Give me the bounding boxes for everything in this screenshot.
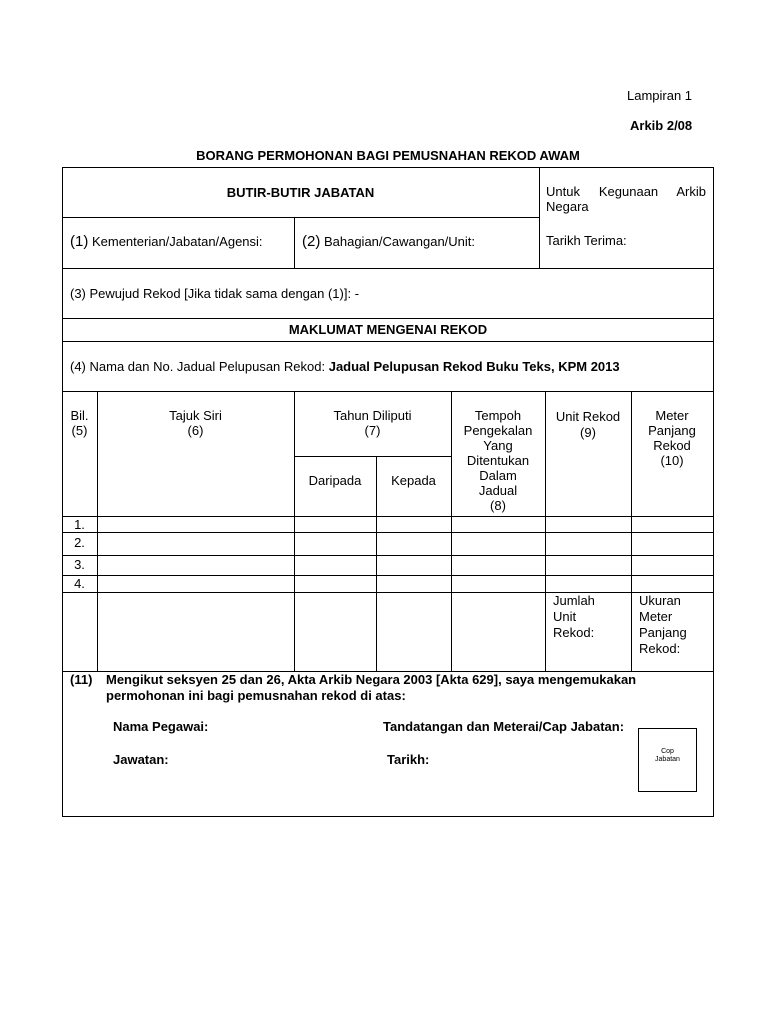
total-meter-line: Rekod: <box>639 641 681 656</box>
meter-line: Panjang <box>648 423 696 438</box>
column-header-record-units <box>545 409 631 441</box>
retention-line: Dalam <box>479 468 517 483</box>
table-border-left <box>62 167 63 817</box>
column-header-units-number: (9) <box>580 425 596 440</box>
column-header-meter-length <box>631 408 713 468</box>
table-border-right <box>713 167 714 817</box>
column-header-bil-number: (5) <box>71 423 88 438</box>
total-units-line: Rekod: <box>553 625 595 640</box>
date-field[interactable]: Tarikh: <box>387 752 430 767</box>
total-units-line: Jumlah <box>553 593 595 608</box>
column-header-retention <box>451 408 545 513</box>
rule <box>62 516 714 517</box>
received-date-field[interactable]: Tarikh Terima: <box>546 233 627 248</box>
row-number: 2. <box>74 535 85 550</box>
rule <box>62 217 539 218</box>
rule <box>294 456 451 457</box>
rule <box>62 575 714 576</box>
meter-line: (10) <box>660 453 684 468</box>
column-header-years-number: (7) <box>364 423 381 438</box>
division-number: (2) <box>302 233 321 250</box>
schedule-label: (4) Nama dan No. Jadual Pelupusan Rekod: <box>70 359 326 374</box>
total-units-line: Unit <box>553 609 577 624</box>
rule <box>62 318 714 319</box>
retention-line: Yang <box>483 438 513 453</box>
rule <box>62 391 714 392</box>
appendix-label: Lampiran 1 <box>627 88 693 103</box>
column-header-to: Kepada <box>391 473 436 488</box>
table-border-top <box>62 167 714 168</box>
form-title: BORANG PERMOHONAN BAGI PEMUSNAHAN REKOD AWAM <box>196 148 580 163</box>
rule <box>62 592 714 593</box>
official-use-label: Untuk Kegunaan Arkib Negara <box>546 184 706 214</box>
total-meter-line: Ukuran <box>639 593 681 608</box>
column-header-series-title <box>97 408 294 438</box>
rule <box>539 167 540 268</box>
row-number: 1. <box>74 517 85 532</box>
rule <box>376 456 377 671</box>
column-header-series-label: Tajuk Siri <box>169 408 222 423</box>
total-units-label <box>553 593 595 641</box>
retention-line: Jadual <box>478 483 518 498</box>
declaration-line-2: permohonan ini bagi pemusnahan rekod di atas: <box>106 688 406 703</box>
column-header-years <box>294 408 451 438</box>
total-meter-line: Panjang <box>639 625 687 640</box>
retention-line: Pengekalan <box>463 423 533 438</box>
stamp-label-line: Cop <box>661 748 674 755</box>
ministry-number: (1) <box>70 233 89 250</box>
division-label: Bahagian/Cawangan/Unit: <box>323 234 476 249</box>
row-number: 3. <box>74 557 85 572</box>
rule <box>62 268 714 269</box>
reference-number: Arkib 2/08 <box>630 118 693 133</box>
rule <box>62 341 714 342</box>
officer-name-field[interactable]: Nama Pegawai: <box>113 719 209 734</box>
column-header-bil-label: Bil. <box>70 408 89 423</box>
column-header-from: Daripada <box>308 473 362 488</box>
record-info-heading: MAKLUMAT MENGENAI REKOD <box>288 322 488 337</box>
column-header-units-label: Unit Rekod <box>555 409 621 424</box>
total-meter-line: Meter <box>639 609 673 624</box>
rule <box>62 555 714 556</box>
rule <box>62 532 714 533</box>
column-header-years-label: Tahun Diliputi <box>333 408 412 423</box>
meter-line: Meter <box>655 408 689 423</box>
stamp-label-line: Jabatan <box>655 756 680 763</box>
ministry-field[interactable] <box>70 234 263 249</box>
department-stamp-box <box>638 728 697 792</box>
record-creator-field[interactable]: (3) Pewujud Rekod [Jika tidak sama dengan (1)]: - <box>70 286 360 301</box>
retention-line: (8) <box>490 498 506 513</box>
retention-line: Ditentukan <box>466 453 530 468</box>
total-meter-label <box>639 593 687 657</box>
schedule-value: Jadual Pelupusan Rekod Buku Teks, KPM 2013 <box>328 359 620 374</box>
declaration-line-1: Mengikut seksyen 25 dan 26, Akta Arkib Negara 2003 [Akta 629], saya mengemukakan <box>106 672 637 687</box>
rule <box>294 217 295 268</box>
column-header-series-number: (6) <box>187 423 204 438</box>
position-field[interactable]: Jawatan: <box>113 752 169 767</box>
row-number: 4. <box>74 576 85 591</box>
declaration-number: (11) <box>70 672 93 687</box>
column-header-bil <box>62 408 97 438</box>
signature-field[interactable]: Tandatangan dan Meterai/Cap Jabatan: <box>383 719 625 734</box>
meter-line: Rekod <box>653 438 691 453</box>
schedule-field[interactable] <box>70 359 620 374</box>
department-details-heading: BUTIR-BUTIR JABATAN <box>226 185 375 200</box>
division-field[interactable] <box>302 234 475 249</box>
table-border-bottom <box>62 816 714 817</box>
ministry-label: Kementerian/Jabatan/Agensi: <box>91 234 263 249</box>
retention-line: Tempoh <box>474 408 522 423</box>
